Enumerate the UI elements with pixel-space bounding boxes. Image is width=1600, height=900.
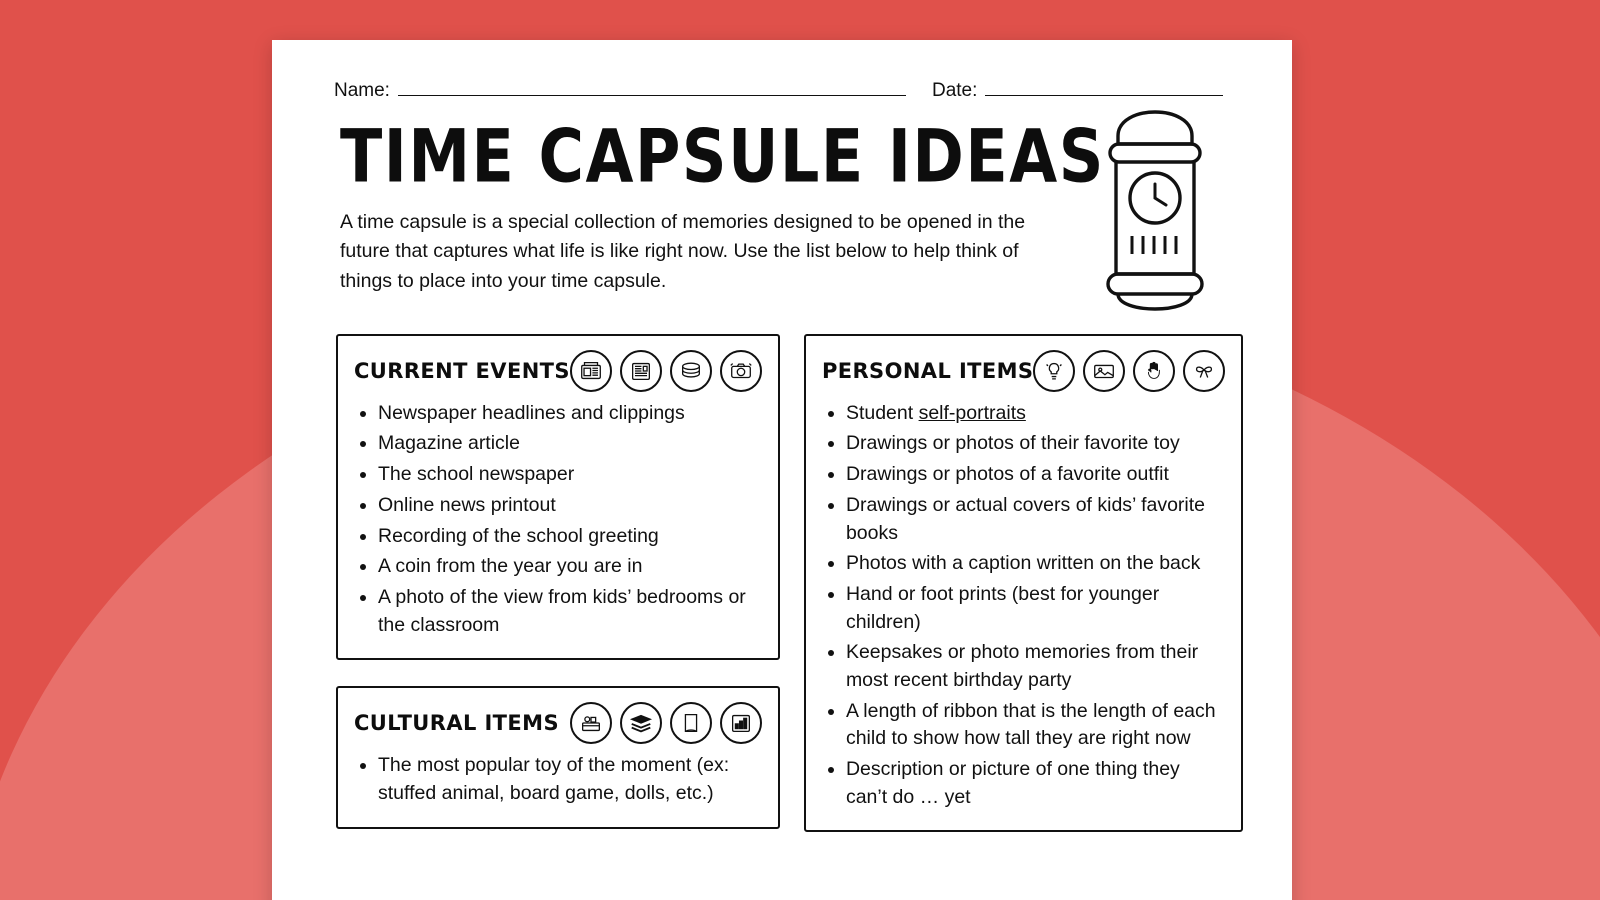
page-title: TIME CAPSULE IDEAS — [340, 112, 1105, 200]
list-item: • Magazine article — [378, 430, 762, 458]
lightbulb-portrait-icon — [1033, 350, 1075, 392]
intro-paragraph: A time capsule is a special collection of memories designed to be opened in the future that captures what life is like right now. Use the list below to help think of things to place into your time capsule. — [340, 211, 1026, 292]
books-stack-icon — [620, 702, 662, 744]
list-item: • Drawings or photos of a favorite outfit — [846, 461, 1226, 489]
list-item: • Drawings or photos of their favorite toy — [846, 430, 1226, 458]
list-personal-items — [822, 400, 1226, 812]
time-capsule-illustration — [1090, 88, 1220, 318]
coin-stack-icon — [670, 350, 712, 392]
list-item: • The school newspaper — [378, 461, 762, 489]
list-cultural-items — [354, 752, 762, 807]
ribbon-bow-icon — [1183, 350, 1225, 392]
title-block — [334, 112, 1236, 296]
section-title-current-events: CURRENT EVENTS — [354, 358, 570, 383]
newspaper-stand-icon — [570, 350, 612, 392]
list-item: • Newspaper headlines and clippings — [378, 400, 762, 428]
bar-chart-icon — [720, 702, 762, 744]
name-write-line[interactable] — [398, 94, 906, 96]
list-item: • Recording of the school greeting — [378, 523, 762, 551]
list-item: • Keepsakes or photo memories from their most recent birthday party — [846, 639, 1226, 694]
icon-row-current-events — [570, 350, 762, 392]
toy-box-icon — [570, 702, 612, 744]
section-personal-items — [804, 334, 1244, 833]
newspaper-icon — [620, 350, 662, 392]
section-title-cultural-items: CULTURAL ITEMS — [354, 711, 559, 736]
section-current-events — [336, 334, 780, 661]
section-header — [354, 350, 762, 392]
paper-sheet-icon — [670, 702, 712, 744]
list-item: • Description or picture of one thing they can’t do … yet — [846, 756, 1226, 811]
right-column — [804, 334, 1244, 833]
icon-row-personal-items — [1033, 350, 1225, 392]
list-item: • Student self-portraits — [846, 400, 1226, 428]
underlined-phrase: self-portraits — [918, 401, 1026, 424]
handprint-icon — [1133, 350, 1175, 392]
sections-columns — [336, 334, 1236, 833]
list-item: • A length of ribbon that is the length of each child to show how tall they are right now — [846, 698, 1226, 753]
photo-landscape-icon — [1083, 350, 1125, 392]
section-header — [822, 350, 1226, 392]
list-item: • Online news printout — [378, 492, 762, 520]
date-label: Date: — [931, 80, 978, 101]
list-item: • Photos with a caption written on the back — [846, 550, 1226, 578]
worksheet-page — [272, 40, 1292, 900]
list-current-events — [354, 400, 762, 640]
list-item: • Hand or foot prints (best for younger children) — [846, 581, 1226, 636]
list-item: • Drawings or actual covers of kids’ favorite books — [846, 492, 1226, 547]
section-header — [354, 702, 762, 744]
list-item: • A photo of the view from kids’ bedrooms or the classroom — [378, 584, 762, 639]
section-title-personal-items: PERSONAL ITEMS — [821, 358, 1034, 383]
list-item: • The most popular toy of the moment (ex: stuffed animal, board game, dolls, etc.) — [378, 752, 762, 807]
list-item: • A coin from the year you are in — [378, 553, 762, 581]
name-label: Name: — [334, 80, 390, 101]
left-column — [336, 334, 780, 833]
section-cultural-items — [336, 686, 780, 828]
icon-row-cultural-items — [570, 702, 762, 744]
camera-icon — [720, 350, 762, 392]
